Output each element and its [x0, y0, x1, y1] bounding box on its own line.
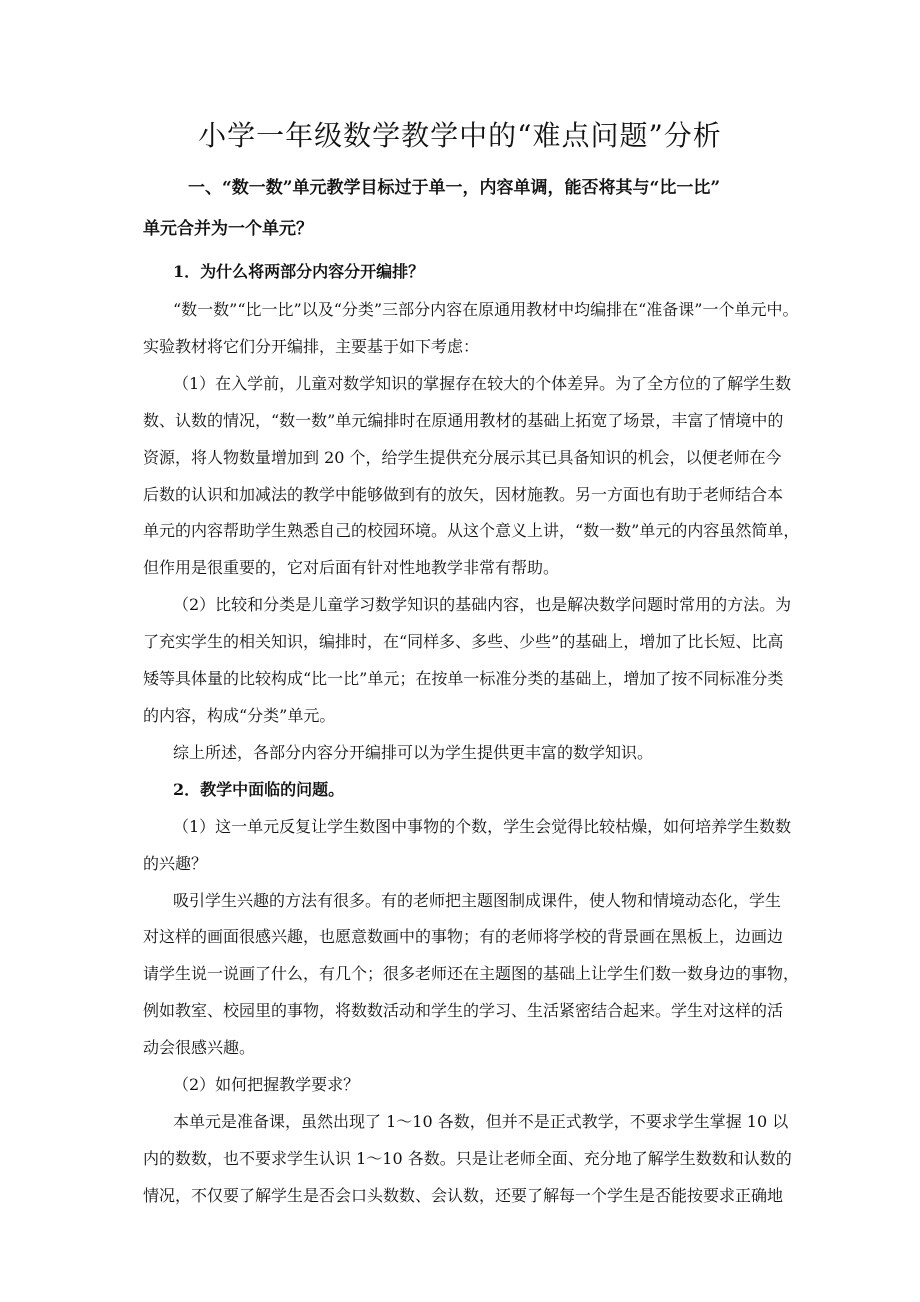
paragraph-line: 数、认数的情况，“数一数”单元编排时在原通用教材的基础上拓宽了场景，丰富了情境中的	[143, 411, 784, 430]
paragraph-line: 对这样的画面很感兴趣，也愿意数画中的事物；有的老师将学校的背景画在黑板上，边画边	[143, 927, 784, 946]
paragraph-line: （2）比较和分类是儿童学习数学知识的基础内容，也是解决数学问题时常用的方法。为	[173, 595, 792, 614]
subheading-1: 1．为什么将两部分内容分开编排？	[173, 262, 425, 281]
subheading-2: 2．教学中面临的问题。	[173, 780, 345, 799]
paragraph-line: 的兴趣？	[143, 854, 208, 873]
section-heading-line1: 一、“数一数”单元教学目标过于单一，内容单调，能否将其与“比一比”	[188, 178, 721, 198]
paragraph-line: （1）这一单元反复让学生数图中事物的个数，学生会觉得比较枯燥，如何培养学生数数	[173, 817, 792, 836]
paragraph-line: “数一数”“比一比”以及“分类”三部分内容在原通用教材中均编排在“准备课”一个单元中。	[173, 300, 799, 319]
paragraph-line: 例如教室、校园里的事物，将数数活动和学生的学习、生活紧密结合起来。学生对这样的活	[143, 1001, 784, 1020]
paragraph-line: 矮等具体量的比较构成“比一比”单元；在按单一标准分类的基础上，增加了按不同标准分类	[143, 669, 784, 688]
paragraph-line: （2）如何把握教学要求？	[173, 1075, 360, 1094]
paragraph-line: 内的数数，也不要求学生认识 1～10 各数。只是让老师全面、充分地了解学生数数和认数的	[143, 1149, 792, 1168]
paragraph-line: 资源，将人物数量增加到 20 个，给学生提供充分展示其已具备知识的机会，以便老师在今	[143, 448, 782, 467]
paragraph-line: 实验教材将它们分开编排，主要基于如下考虑：	[143, 337, 480, 356]
paragraph-line: 后数的认识和加减法的教学中能够做到有的放矢，因材施教。另一方面也有助于老师结合本	[143, 485, 784, 504]
document-title: 小学一年级数学教学中的“难点问题”分析	[198, 119, 722, 152]
paragraph-line: 情况，不仅要了解学生是否会口头数数、会认数，还要了解每一个学生是否能按要求正确地	[143, 1186, 784, 1205]
paragraph-line: 吸引学生兴趣的方法有很多。有的老师把主题图制成课件，使人物和情境动态化，学生	[173, 891, 782, 910]
paragraph-line: 动会很感兴趣。	[143, 1038, 256, 1057]
paragraph-line: （1）在入学前，儿童对数学知识的掌握存在较大的个体差异。为了全方位的了解学生数	[173, 374, 792, 393]
paragraph-line: 了充实学生的相关知识，编排时，在“同样多、多些、少些”的基础上，增加了比长短、比高	[143, 632, 784, 651]
paragraph-line: 的内容，构成“分类”单元。	[143, 706, 336, 725]
paragraph-line: 请学生说一说画了什么，有几个；很多老师还在主题图的基础上让学生们数一数身边的事物，	[143, 964, 800, 983]
paragraph-line: 本单元是准备课，虽然出现了 1～10 各数，但并不是正式教学，不要求学生掌握 10 以	[173, 1112, 789, 1131]
paragraph-line: 综上所述，各部分内容分开编排可以为学生提供更丰富的数学知识。	[173, 743, 654, 762]
paragraph-line: 但作用是很重要的，它对后面有针对性地教学非常有帮助。	[143, 558, 560, 577]
paragraph-line: 单元的内容帮助学生熟悉自己的校园环境。从这个意义上讲，“数一数”单元的内容虽然简单，	[143, 521, 800, 540]
section-heading-line2: 单元合并为一个单元？	[143, 219, 313, 239]
